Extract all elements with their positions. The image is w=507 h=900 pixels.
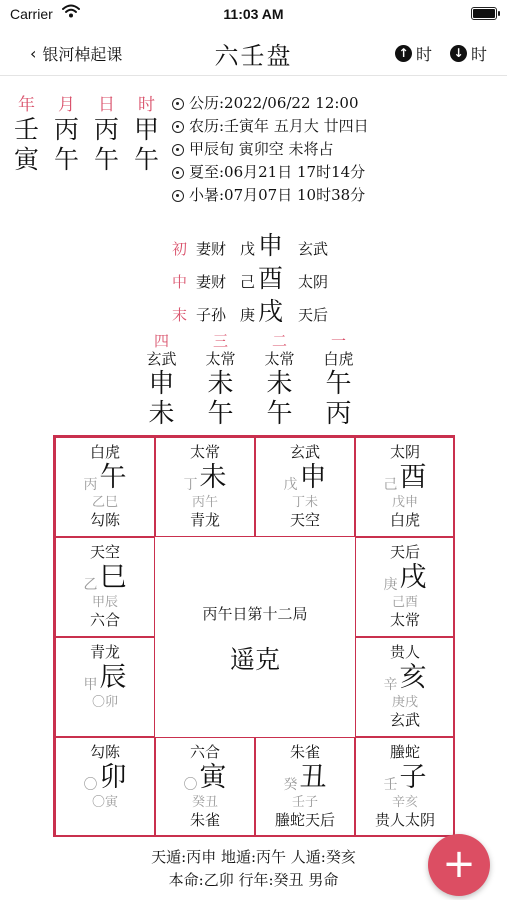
board-cell[interactable]	[355, 737, 455, 837]
cell-bottom: 六合	[89, 611, 120, 629]
pillar-header: 年	[18, 95, 35, 115]
cell-branch: 卯	[99, 762, 127, 793]
pillar-stem: 甲	[134, 115, 160, 144]
board-cell[interactable]	[55, 437, 155, 537]
previous-hour-button[interactable]	[395, 42, 432, 65]
previous-hour-label: 时	[415, 45, 432, 64]
cell-branch: 辰	[99, 662, 127, 693]
cell-god: 螣蛇	[389, 743, 420, 761]
cell-sub: 丁未	[291, 495, 318, 510]
cell-stem: 戊	[283, 477, 298, 493]
next-hour-label: 时	[470, 45, 487, 64]
board-cell[interactable]	[255, 737, 355, 837]
lunar-date: 农历:壬寅年 五月大 廿四日	[189, 117, 369, 135]
cell-branch: 巳	[99, 562, 127, 593]
carrier-label: Carrier	[10, 6, 53, 22]
cell-branch: 酉	[399, 462, 427, 493]
board-cell[interactable]	[55, 537, 155, 637]
board-cell[interactable]	[55, 637, 155, 737]
pillar-header: 月	[58, 95, 75, 115]
board-center	[155, 537, 355, 737]
ju-title: 丙午日第十二局	[202, 605, 308, 623]
lesson-bottom: 丙	[325, 399, 352, 429]
transmission-god: 太阴	[298, 273, 329, 291]
four-lessons	[132, 333, 368, 429]
board-cell[interactable]	[355, 637, 455, 737]
cell-branch: 丑	[299, 762, 327, 793]
transmission-label: 中	[172, 273, 188, 291]
lesson-top: 申	[148, 369, 175, 399]
board-cell[interactable]	[55, 737, 155, 837]
pillar-header: 时	[138, 95, 155, 115]
cell-stem: 乙	[83, 577, 98, 593]
cell-branch: 未	[199, 462, 227, 493]
cell-god: 天空	[89, 543, 120, 561]
transmission-stem: 戊	[240, 240, 256, 258]
dot-circle-icon	[172, 190, 184, 202]
cell-sub: 壬子	[291, 795, 318, 810]
cell-stem: 辛	[383, 677, 398, 693]
lesson-god: 玄武	[146, 350, 177, 368]
board-cell[interactable]	[155, 737, 255, 837]
lesson-bottom: 未	[148, 399, 175, 429]
transmission-label: 初	[172, 240, 188, 258]
cell-bottom: 玄武	[389, 711, 420, 729]
cell-god: 白虎	[89, 443, 120, 461]
calendar-info	[172, 92, 369, 207]
cell-bottom: 太常	[389, 611, 420, 629]
cell-stem: 庚	[383, 577, 398, 593]
cell-sub: 己酉	[391, 595, 418, 610]
calendar-line	[172, 184, 369, 207]
pillar-branch: 午	[134, 145, 160, 174]
three-transmissions	[172, 226, 348, 325]
lesson-god: 白虎	[323, 350, 354, 368]
lesson-god: 太常	[205, 350, 236, 368]
method-name: 遥克	[229, 645, 280, 674]
transmission-god: 玄武	[298, 240, 329, 258]
cell-bottom: 白虎	[389, 511, 420, 529]
dot-circle-icon	[172, 167, 184, 179]
cell-stem: 丁	[183, 477, 198, 493]
cell-god: 勾陈	[89, 743, 120, 761]
cell-sub: 〇卯	[91, 695, 118, 710]
dun-line: 天遁:丙申 地遁:丙午 人遁:癸亥	[151, 848, 356, 866]
cell-god: 朱雀	[289, 743, 320, 761]
transmission-row	[172, 292, 348, 325]
cell-god: 六合	[189, 743, 220, 761]
next-hour-button[interactable]	[450, 42, 487, 65]
transmission-branch: 戌	[258, 297, 284, 326]
lesson-bottom: 午	[266, 399, 293, 429]
lesson-bottom: 午	[207, 399, 234, 429]
gregorian-date: 公历:2022/06/22 12:00	[189, 94, 359, 112]
cell-sub: 戊申	[391, 495, 418, 510]
cell-bottom: 天空	[289, 511, 320, 529]
status-time: 11:03 AM	[223, 6, 284, 22]
dot-circle-icon	[172, 144, 184, 156]
cell-sub: 〇寅	[91, 795, 118, 810]
cell-stem: 甲	[83, 677, 98, 693]
chevron-left-icon: ‹	[30, 44, 37, 63]
cell-god: 青龙	[89, 643, 120, 661]
transmission-row	[172, 226, 348, 259]
status-bar	[0, 0, 507, 28]
board-cell[interactable]	[255, 437, 355, 537]
cell-stem: 〇	[83, 777, 98, 793]
cell-branch: 午	[99, 462, 127, 493]
arrow-down-icon: ↓	[450, 45, 467, 62]
cell-god: 天后	[389, 543, 420, 561]
navigation-bar	[0, 30, 507, 76]
cell-branch: 亥	[399, 662, 427, 693]
lesson-top: 未	[207, 369, 234, 399]
transmission-branch: 申	[258, 231, 284, 260]
pillar-branch: 午	[54, 145, 80, 174]
lesson-number: 二	[271, 332, 287, 350]
xun-info: 甲辰旬 寅卯空 未将占	[189, 140, 334, 158]
cell-stem: 壬	[383, 777, 398, 793]
pillar-header: 日	[98, 95, 115, 115]
pillar-branch: 寅	[14, 145, 40, 174]
cell-sub: 甲辰	[91, 595, 118, 610]
lesson-god: 太常	[264, 350, 295, 368]
lesson-number: 四	[153, 332, 169, 350]
pillar-branch: 午	[94, 145, 120, 174]
cell-sub: 辛亥	[391, 795, 418, 810]
cell-god: 太常	[189, 443, 220, 461]
calendar-line	[172, 138, 369, 161]
arrow-up-icon: ↑	[395, 45, 412, 62]
heaven-earth-board	[53, 435, 455, 837]
dot-circle-icon	[172, 121, 184, 133]
cell-bottom: 螣蛇天后	[274, 811, 335, 829]
cell-sub: 乙巳	[91, 495, 118, 510]
page-title: 六壬盘	[214, 42, 293, 70]
transmission-branch: 酉	[258, 264, 284, 293]
cell-branch: 子	[399, 762, 427, 793]
pillar-stem: 丙	[54, 115, 80, 144]
cell-stem: 癸	[283, 777, 298, 793]
transmission-kin: 妻财	[196, 273, 227, 291]
cell-bottom: 贵人太阴	[374, 811, 435, 829]
cell-branch: 申	[299, 462, 327, 493]
cell-stem: 己	[383, 477, 398, 493]
cell-bottom: 朱雀	[189, 811, 220, 829]
cell-branch: 戌	[399, 562, 427, 593]
transmission-stem: 己	[240, 273, 256, 291]
calendar-line	[172, 115, 369, 138]
cell-bottom: 青龙	[189, 511, 220, 529]
cell-god: 玄武	[289, 443, 320, 461]
pillar-stem: 丙	[94, 115, 120, 144]
cell-stem: 丙	[83, 477, 98, 493]
battery-icon	[471, 7, 497, 20]
cell-sub: 癸丑	[191, 795, 218, 810]
board-cell[interactable]	[155, 437, 255, 537]
lesson-number: 三	[212, 332, 228, 350]
cell-god: 太阴	[389, 443, 420, 461]
transmission-kin: 子孙	[196, 306, 227, 324]
transmission-kin: 妻财	[196, 240, 227, 258]
four-pillars	[12, 90, 172, 175]
back-label: 银河棹起课	[42, 45, 123, 64]
board-cell[interactable]	[355, 437, 455, 537]
cell-sub: 丙午	[191, 495, 218, 510]
transmission-row	[172, 259, 348, 292]
cell-bottom: 勾陈	[89, 511, 120, 529]
calendar-line	[172, 92, 369, 115]
dot-circle-icon	[172, 98, 184, 110]
cell-stem: 〇	[183, 777, 198, 793]
cell-branch: 寅	[199, 762, 227, 793]
cell-god: 贵人	[389, 643, 420, 661]
transmission-label: 末	[172, 306, 188, 324]
lesson-top: 午	[325, 369, 352, 399]
pillar-stem: 壬	[14, 115, 40, 144]
lesson-top: 未	[266, 369, 293, 399]
calendar-line	[172, 161, 369, 184]
add-button[interactable]	[428, 834, 490, 896]
board-cell[interactable]	[355, 537, 455, 637]
birth-line: 本命:乙卯 行年:癸丑 男命	[168, 871, 339, 889]
solar-term-next: 小暑:07月07日 10时38分	[189, 186, 366, 204]
hour-controls	[395, 42, 487, 65]
cell-sub: 庚戌	[391, 695, 418, 710]
lesson-number: 一	[330, 332, 346, 350]
plus-icon: +	[442, 841, 476, 887]
transmission-stem: 庚	[240, 306, 256, 324]
transmission-god: 天后	[298, 306, 329, 324]
solar-term-current: 夏至:06月21日 17时14分	[189, 163, 366, 181]
